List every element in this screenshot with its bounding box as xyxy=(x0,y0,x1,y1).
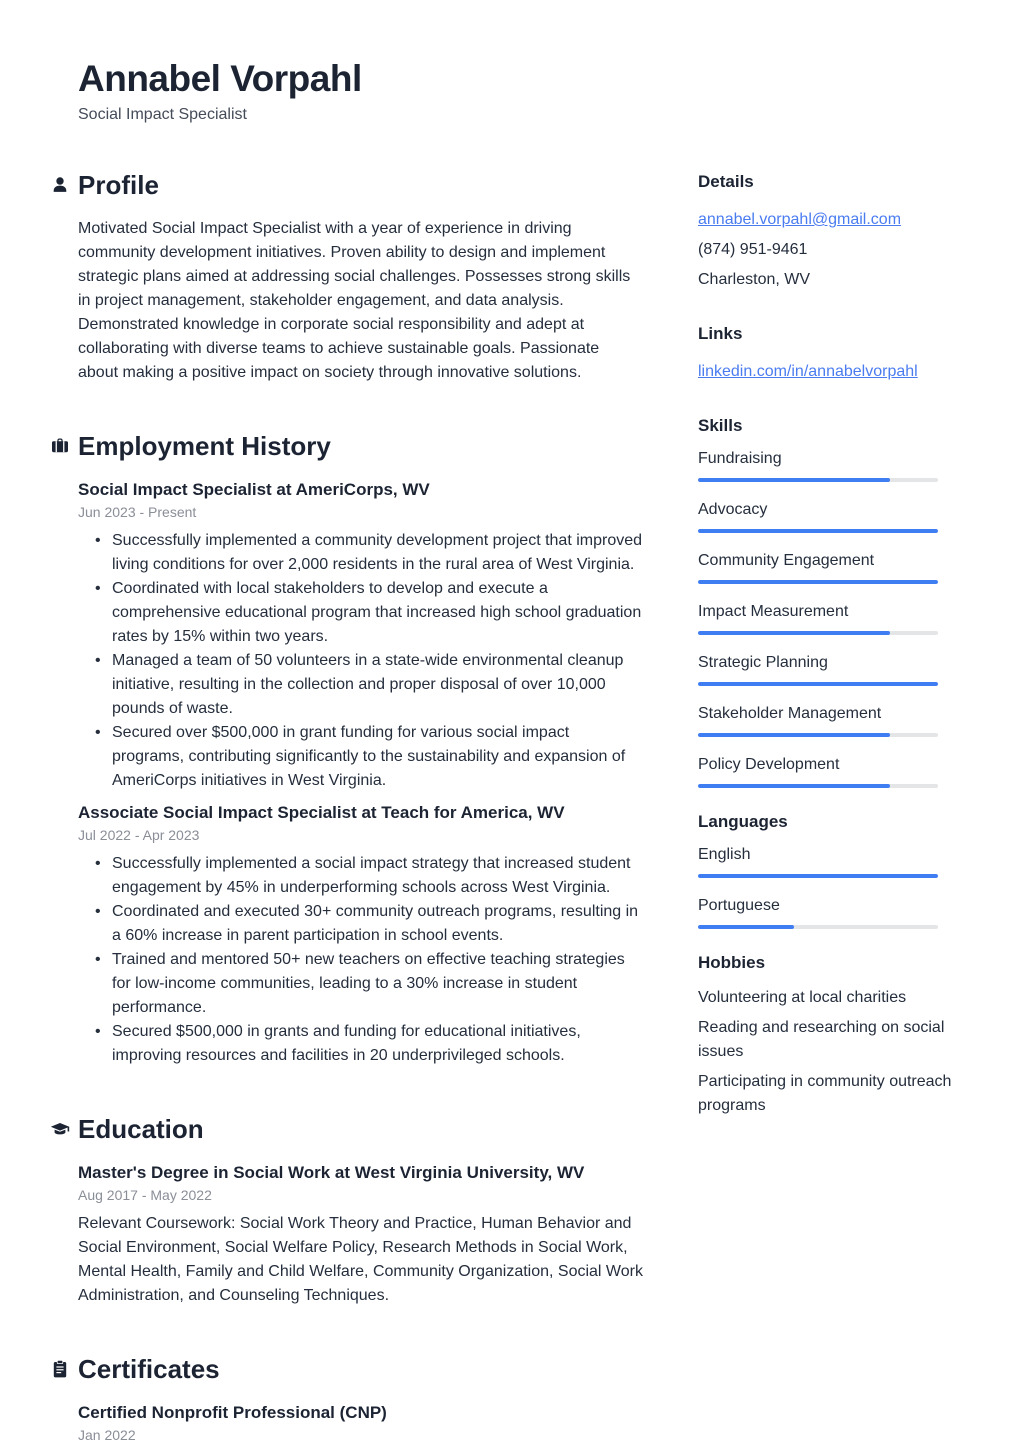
skills-heading: Skills xyxy=(698,416,743,435)
certificate-dates: Jan 2022 xyxy=(78,1426,136,1443)
section-education xyxy=(78,1114,643,1308)
job-bullet: • Secured $500,000 in grants and funding for educational initiatives, improving resources and facilities in 20 underprivileged schools. xyxy=(78,1020,643,1068)
employment-heading xyxy=(50,431,643,462)
certificates-heading xyxy=(50,1354,643,1385)
sidebar-skills xyxy=(698,416,960,788)
sidebar-hobbies xyxy=(698,953,960,1118)
education-heading-label: Education xyxy=(78,1113,204,1144)
details-heading: Details xyxy=(698,172,754,191)
person-icon xyxy=(50,175,70,195)
graduation-cap-icon xyxy=(50,1119,70,1139)
skill-bar-track xyxy=(698,478,938,482)
skill-label: Stakeholder Management xyxy=(698,705,882,722)
skill-label: Impact Measurement xyxy=(698,603,849,620)
skill-bar-fill xyxy=(698,478,890,482)
language-bar-track xyxy=(698,874,938,878)
links-heading: Links xyxy=(698,324,743,343)
location-text: Charleston, WV xyxy=(698,271,811,288)
job-bullet: • Managed a team of 50 volunteers in a state-wide environmental cleanup initiative, resulting in the collection and proper disposal of over 10,000 pounds of waste. xyxy=(78,649,643,721)
linkedin-link[interactable]: linkedin.com/in/annabelvorpahl xyxy=(698,363,918,380)
job-title: Associate Social Impact Specialist at Teach for America, WV xyxy=(78,802,565,822)
language-bar-fill xyxy=(698,874,938,878)
job-bullet-list xyxy=(78,529,643,793)
hobby-item: Reading and researching on social issues xyxy=(698,1019,945,1060)
skill-row xyxy=(698,704,960,737)
skill-row xyxy=(698,551,960,584)
sidebar-languages xyxy=(698,812,960,929)
skill-bar-fill xyxy=(698,580,938,584)
skill-bar-fill xyxy=(698,784,890,788)
skill-row xyxy=(698,602,960,635)
profile-text: Motivated Social Impact Specialist with a year of experience in driving community development initiatives. Proven ability to design and implement strategic plans aimed at addressing social challenges. Possesses strong skills in project management, stakeholder engagement, and data analysis. Demonstrated knowledge in corporate social responsibility and adept at collaborating with diverse teams to achieve sustainable goals. Passionate about making a positive impact on society through innovative solutions. xyxy=(78,219,631,381)
profile-heading xyxy=(50,170,643,201)
section-profile xyxy=(78,170,643,385)
skill-label: Fundraising xyxy=(698,450,782,467)
main-column xyxy=(78,58,643,1447)
education-dates: Aug 2017 - May 2022 xyxy=(78,1186,212,1203)
skill-bar-fill xyxy=(698,682,938,686)
skill-bar-track xyxy=(698,733,938,737)
briefcase-icon xyxy=(50,436,70,456)
education-degree: Master's Degree in Social Work at West Virginia University, WV xyxy=(78,1162,585,1182)
job-title: Social Impact Specialist at AmeriCorps, WV xyxy=(78,479,430,499)
language-bar-fill xyxy=(698,925,794,929)
skill-bar-fill xyxy=(698,529,938,533)
language-label: Portuguese xyxy=(698,897,780,914)
job-bullet: • Secured over $500,000 in grant funding for various social impact programs, contributing significantly to the sustainability and expansion of AmeriCorps initiatives in West Virginia. xyxy=(78,721,643,793)
education-heading xyxy=(50,1114,643,1145)
skill-bar-track xyxy=(698,529,938,533)
email-link[interactable]: annabel.vorpahl@gmail.com xyxy=(698,211,902,228)
job-bullet: • Successfully implemented a social impact strategy that increased student engagement by 45% in underperforming schools across West Virginia. xyxy=(78,852,643,900)
hobbies-heading: Hobbies xyxy=(698,953,766,972)
candidate-job-title: Social Impact Specialist xyxy=(78,105,247,123)
skill-bar-fill xyxy=(698,631,890,635)
language-label: English xyxy=(698,846,751,863)
skill-bar-track xyxy=(698,580,938,584)
language-row xyxy=(698,896,960,929)
certificate-title: Certified Nonprofit Professional (CNP) xyxy=(78,1402,387,1422)
profile-heading-label: Profile xyxy=(78,169,159,200)
job-bullet: • Coordinated and executed 30+ community outreach programs, resulting in a 60% increase in parent participation in school events. xyxy=(78,900,643,948)
job-entry xyxy=(78,801,643,1068)
skill-row xyxy=(698,500,960,533)
skill-row xyxy=(698,449,960,482)
phone-number: (874) 951-9461 xyxy=(698,241,808,258)
employment-heading-label: Employment History xyxy=(78,430,331,461)
education-description: Relevant Coursework: Social Work Theory and Practice, Human Behavior and Social Environment, Social Welfare Policy, Research Methods in Social Work, Mental Health, Family and Child Welfare, Community Organization, Social Work Administration, and Counseling Techniques. xyxy=(78,1214,643,1304)
certificate-entry xyxy=(78,1401,643,1443)
job-bullet: • Trained and mentored 50+ new teachers on effective teaching strategies for low-income communities, leading to a 30% increase in student performance. xyxy=(78,948,643,1020)
section-certificates xyxy=(78,1354,643,1443)
skill-bar-fill xyxy=(698,733,890,737)
skill-label: Community Engagement xyxy=(698,552,875,569)
resume-header xyxy=(78,58,643,124)
languages-heading: Languages xyxy=(698,812,788,831)
skill-label: Advocacy xyxy=(698,501,768,518)
skill-bar-track xyxy=(698,784,938,788)
language-bar-track xyxy=(698,925,938,929)
clipboard-icon xyxy=(50,1359,70,1379)
section-employment-history xyxy=(78,431,643,1068)
skill-row xyxy=(698,755,960,788)
hobby-item: Volunteering at local charities xyxy=(698,989,907,1006)
skill-bar-track xyxy=(698,682,938,686)
candidate-name: Annabel Vorpahl xyxy=(78,58,362,99)
job-bullet: • Successfully implemented a community development project that improved living conditions for over 2,000 residents in the rural area of West Virginia. xyxy=(78,529,643,577)
skill-row xyxy=(698,653,960,686)
sidebar-links xyxy=(698,324,960,387)
side-column xyxy=(698,58,960,1447)
job-dates: Jun 2023 - Present xyxy=(78,503,197,520)
skill-label: Strategic Planning xyxy=(698,654,828,671)
job-bullet: • Coordinated with local stakeholders to develop and execute a comprehensive educational program that increased high school graduation rates by 15% within two years. xyxy=(78,577,643,649)
certificates-heading-label: Certificates xyxy=(78,1353,220,1384)
hobby-item: Participating in community outreach programs xyxy=(698,1073,952,1114)
job-bullet-list xyxy=(78,852,643,1068)
job-dates: Jul 2022 - Apr 2023 xyxy=(78,826,200,843)
sidebar-details xyxy=(698,172,960,295)
skill-bar-track xyxy=(698,631,938,635)
skill-label: Policy Development xyxy=(698,756,840,773)
job-entry xyxy=(78,478,643,793)
language-row xyxy=(698,845,960,878)
